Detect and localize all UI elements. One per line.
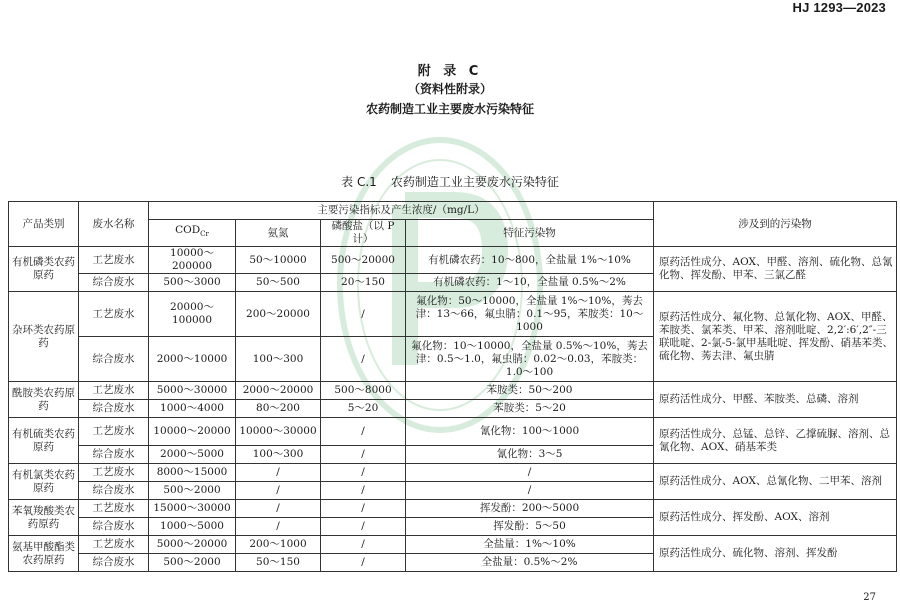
characteristic-cell: 全盐量：1%～10% <box>406 536 654 554</box>
involved-cell: 原药活性成分、AOX、总氰化物、二甲苯、溶剂 <box>654 464 897 500</box>
wastewater-name-cell: 综合废水 <box>79 446 149 464</box>
cod-cell: 8000～15000 <box>149 464 236 482</box>
category-cell: 有机硫类农药原药 <box>9 418 79 464</box>
wastewater-name-cell: 综合废水 <box>79 400 149 418</box>
header-involved-pollutants: 涉及到的污染物 <box>654 202 897 247</box>
appendix-subtitle: （资料性附录） <box>407 82 492 96</box>
appendix-title: 附 录 C <box>417 64 483 79</box>
category-cell: 有机磷类农药原药 <box>9 247 79 292</box>
header-cod <box>149 220 236 247</box>
ammonia-cell: / <box>236 482 321 500</box>
cod-cell: 500～3000 <box>149 274 236 292</box>
table-row <box>9 247 897 274</box>
characteristic-cell: 全盐量：0.5%～2% <box>406 554 654 572</box>
wastewater-name-cell: 综合废水 <box>79 337 149 382</box>
wastewater-name-cell: 工艺废水 <box>79 418 149 446</box>
header-wastewater-name: 废水名称 <box>79 202 149 247</box>
phosphate-cell: / <box>321 292 406 337</box>
characteristic-cell: 有机磷农药：10～800，全盐量 1%～10% <box>406 247 654 274</box>
category-cell: 杂环类农药原药 <box>9 292 79 382</box>
phosphate-cell: / <box>321 518 406 536</box>
table-row <box>9 536 897 554</box>
cod-cell: 2000～10000 <box>149 337 236 382</box>
ammonia-cell: 80～200 <box>236 400 321 418</box>
cod-cell: 500～2000 <box>149 554 236 572</box>
table-row <box>9 418 897 446</box>
characteristic-cell: 有机磷农药：1～10，全盐量 0.5%～2% <box>406 274 654 292</box>
characteristic-cell: 苯胺类：50～200 <box>406 382 654 400</box>
involved-cell: 原药活性成分、挥发酚、AOX、溶剂 <box>654 500 897 536</box>
involved-cell: 原药活性成分、AOX、甲醛、溶剂、硫化物、总氰化物、挥发酚、甲苯、三氯乙醛 <box>654 247 897 292</box>
characteristic-cell: 氰化物：100～1000 <box>406 418 654 446</box>
ammonia-cell: 10000～30000 <box>236 418 321 446</box>
ammonia-cell: 50～500 <box>236 274 321 292</box>
ammonia-cell: / <box>236 500 321 518</box>
cod-cell: 10000～200000 <box>149 247 236 274</box>
wastewater-name-cell: 工艺废水 <box>79 247 149 274</box>
wastewater-name-cell: 综合废水 <box>79 482 149 500</box>
table-row <box>9 292 897 337</box>
standard-code: HJ 1293—2023 <box>792 0 886 15</box>
cod-cell: 15000～30000 <box>149 500 236 518</box>
table-row <box>9 464 897 482</box>
wastewater-name-cell: 工艺废水 <box>79 500 149 518</box>
header-characteristic: 特征污染物 <box>406 220 654 247</box>
page-number: 27 <box>863 592 876 603</box>
wastewater-name-cell: 综合废水 <box>79 274 149 292</box>
involved-cell: 原药活性成分、氟化物、总氰化物、AOX、甲醛、苯胺类、氯苯类、甲苯、溶剂吡啶、2,2′:6′,2″-三联吡啶、2-氯-5-氯甲基吡啶、挥发酚、硝基苯类、硫化物、莠去津、氟虫腈 <box>654 292 897 382</box>
header-ammonia: 氨氮 <box>236 220 321 247</box>
phosphate-cell: / <box>321 500 406 518</box>
characteristic-cell: / <box>406 482 654 500</box>
ammonia-cell: / <box>236 464 321 482</box>
category-cell: 有机氯类农药原药 <box>9 464 79 500</box>
ammonia-cell: 50～10000 <box>236 247 321 274</box>
cod-cell: 1000～4000 <box>149 400 236 418</box>
wastewater-name-cell: 工艺废水 <box>79 382 149 400</box>
table-row <box>9 382 897 400</box>
phosphate-cell: / <box>321 446 406 464</box>
header-main-indicators: 主要污染指标及产生浓度/（mg/L） <box>149 202 654 220</box>
involved-cell: 原药活性成分、总锰、总锌、乙撑硫脲、溶剂、总氰化物、AOX、硝基苯类 <box>654 418 897 464</box>
pollution-table <box>8 201 897 572</box>
wastewater-name-cell: 综合废水 <box>79 518 149 536</box>
phosphate-cell: / <box>321 482 406 500</box>
characteristic-cell: 氟化物：50～10000，全盐量 1%～10%，莠去津：13～66，氟虫腈：0.1～95，苯胺类：10～1000 <box>406 292 654 337</box>
header-phosphate: 磷酸盐（以 P 计） <box>321 220 406 247</box>
appendix-name: 农药制造工业主要废水污染特征 <box>365 102 534 116</box>
category-cell: 苯氧羧酸类农药原药 <box>9 500 79 536</box>
table-caption-number: 表 C.1 <box>341 175 377 189</box>
header-cod-main: COD <box>175 224 201 237</box>
wastewater-name-cell: 工艺废水 <box>79 464 149 482</box>
involved-cell: 原药活性成分、甲醛、苯胺类、总磷、溶剂 <box>654 382 897 418</box>
table-caption <box>0 173 900 190</box>
ammonia-cell: 100～300 <box>236 337 321 382</box>
table-row <box>9 500 897 518</box>
characteristic-cell: 氟化物：10～10000，全盐量 0.5%～10%，莠去津：0.5～1.0，氟虫腈：0.02～0.03，苯胺类：1.0～100 <box>406 337 654 382</box>
characteristic-cell: 苯胺类：5～20 <box>406 400 654 418</box>
ammonia-cell: 200～20000 <box>236 292 321 337</box>
cod-cell: 1000～5000 <box>149 518 236 536</box>
table-caption-title: 农药制造工业主要废水污染特征 <box>390 175 559 189</box>
header-product-category: 产品类别 <box>9 202 79 247</box>
table-body <box>9 247 897 572</box>
ammonia-cell: 200～1000 <box>236 536 321 554</box>
phosphate-cell: / <box>321 464 406 482</box>
header-cod-sub: Cr <box>200 230 209 239</box>
cod-cell: 500～2000 <box>149 482 236 500</box>
category-cell: 氨基甲酸酯类农药原药 <box>9 536 79 572</box>
phosphate-cell: 500～20000 <box>321 247 406 274</box>
phosphate-cell: / <box>321 536 406 554</box>
characteristic-cell: / <box>406 464 654 482</box>
cod-cell: 5000～20000 <box>149 536 236 554</box>
characteristic-cell: 挥发酚：200～5000 <box>406 500 654 518</box>
wastewater-name-cell: 综合废水 <box>79 554 149 572</box>
phosphate-cell: 20～150 <box>321 274 406 292</box>
phosphate-cell: 500～8000 <box>321 382 406 400</box>
wastewater-name-cell: 工艺废水 <box>79 536 149 554</box>
ammonia-cell: / <box>236 518 321 536</box>
ammonia-cell: 2000～20000 <box>236 382 321 400</box>
cod-cell: 20000～100000 <box>149 292 236 337</box>
phosphate-cell: / <box>321 554 406 572</box>
characteristic-cell: 挥发酚：5～50 <box>406 518 654 536</box>
cod-cell: 10000～20000 <box>149 418 236 446</box>
category-cell: 酰胺类农药原药 <box>9 382 79 418</box>
phosphate-cell: / <box>321 337 406 382</box>
ammonia-cell: 100～300 <box>236 446 321 464</box>
phosphate-cell: 5～20 <box>321 400 406 418</box>
cod-cell: 5000～30000 <box>149 382 236 400</box>
characteristic-cell: 氰化物：3～5 <box>406 446 654 464</box>
cod-cell: 2000～5000 <box>149 446 236 464</box>
ammonia-cell: 50～150 <box>236 554 321 572</box>
wastewater-name-cell: 工艺废水 <box>79 292 149 337</box>
involved-cell: 原药活性成分、硫化物、溶剂、挥发酚 <box>654 536 897 572</box>
phosphate-cell: / <box>321 418 406 446</box>
